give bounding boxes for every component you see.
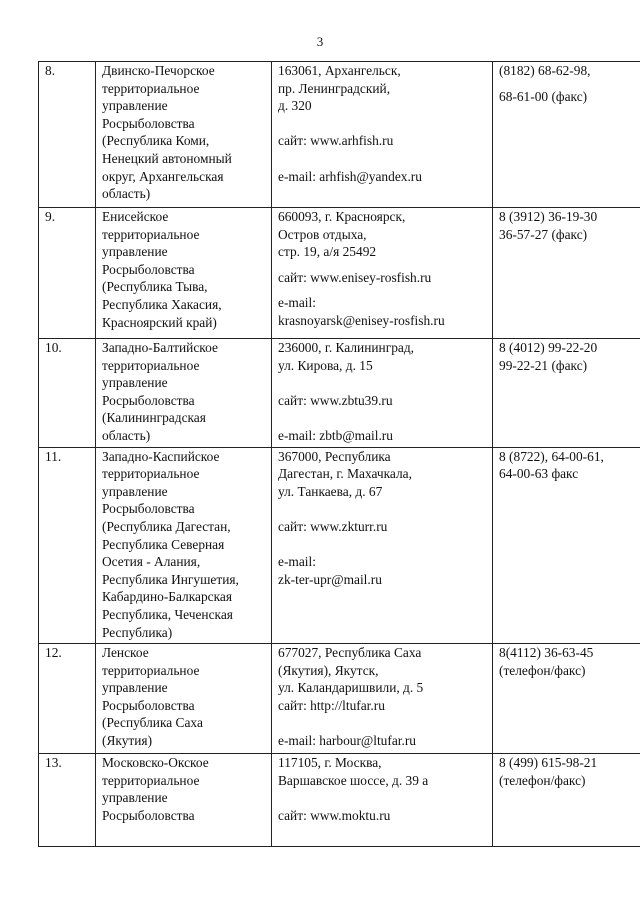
row-number: 8. — [39, 62, 96, 208]
website-text: сайт: www.arhfish.ru — [278, 133, 394, 149]
phone-cell — [493, 644, 640, 754]
address-line: стр. 19, а/я 25492 — [278, 244, 377, 260]
table-row — [39, 447, 640, 644]
email-text: e-mail: harbour@ltufar.ru — [278, 733, 417, 749]
phone-cell — [493, 208, 640, 339]
address-cell — [272, 447, 493, 644]
website-text: сайт: www.enisey-rosfish.ru — [278, 269, 432, 285]
address-line: 677027, Республика Саха — [278, 645, 422, 661]
address-line: 367000, Республика — [278, 448, 391, 464]
address-line: 117105, г. Москва, — [278, 755, 382, 771]
email-text: e-mail: — [278, 554, 316, 570]
organization-name: Двинско-Печорское территориальное управление Росрыболовства (Республика Коми, Ненецкий автономный округ, Архангельская область) — [96, 62, 272, 208]
address-cell — [272, 644, 493, 754]
table-row — [39, 208, 640, 339]
address-cell — [272, 339, 493, 448]
email-text: krasnoyarsk@enisey-rosfish.ru — [278, 312, 445, 328]
website-text: сайт: www.zbtu39.ru — [278, 392, 393, 408]
phone-line: 8 (499) 615-98-21 — [499, 755, 598, 771]
row-number: 11. — [39, 447, 96, 644]
email-text: e-mail: zbtb@mail.ru — [278, 427, 393, 443]
organization-name: Енисейское территориальное управление Росрыболовства (Республика Тыва, Республика Хакасия, Красноярский край) — [96, 208, 272, 339]
row-number: 12. — [39, 644, 96, 754]
website-text: сайт: www.zkturr.ru — [278, 518, 388, 534]
address-cell — [272, 754, 493, 847]
address-line: Дагестан, г. Махачкала, — [278, 466, 412, 482]
address-line: Остров отдыха, — [278, 226, 367, 242]
address-line: пр. Ленинградский, — [278, 80, 391, 96]
phone-cell — [493, 339, 640, 448]
phone-line: 8 (3912) 36-19-30 — [499, 209, 598, 224]
organization-name: Западно-Балтийское территориальное управление Росрыболовства (Калининградская область) — [96, 339, 272, 448]
table-row — [39, 754, 640, 847]
address-cell — [272, 62, 493, 208]
phone-line: (телефон/факс) — [499, 772, 586, 788]
phone-line: 64-00-63 факс — [499, 466, 579, 482]
phone-line: 99-22-21 (факс) — [499, 357, 588, 373]
email-text: e-mail: — [278, 295, 316, 311]
email-text: zk-ter-upr@mail.ru — [278, 571, 382, 587]
address-line: 163061, Архангельск, — [278, 63, 401, 78]
row-number: 10. — [39, 339, 96, 448]
address-cell — [272, 208, 493, 339]
phone-line: 8 (8722), 64-00-61, — [499, 448, 604, 464]
organization-name: Ленское территориальное управление Росрыболовства (Республика Саха (Якутия) — [96, 644, 272, 754]
row-number: 13. — [39, 754, 96, 847]
address-line: (Якутия), Якутск, — [278, 662, 379, 678]
address-line: 660093, г. Красноярск, — [278, 209, 406, 224]
address-line: 236000, г. Калининград, — [278, 340, 414, 355]
organization-name: Западно-Каспийское территориальное управление Росрыболовства (Республика Дагестан, Республика Северная Осетия - Алания, Республика Ингушетия, Кабардино-Балкарская Республика, Чеченская Республика) — [96, 447, 272, 644]
address-line: ул. Каландаришвили, д. 5 — [278, 680, 424, 696]
address-line: ул. Танкаева, д. 67 — [278, 483, 383, 499]
email-text: e-mail: arhfish@yandex.ru — [278, 168, 422, 184]
address-line: д. 320 — [278, 98, 312, 114]
phone-line: (телефон/факс) — [499, 662, 586, 678]
website-text: сайт: www.moktu.ru — [278, 807, 391, 823]
phone-cell — [493, 754, 640, 847]
phone-line: 8 (4012) 99-22-20 — [499, 340, 598, 355]
address-line: ул. Кирова, д. 15 — [278, 357, 373, 373]
phone-line: 68-61-00 (факс) — [499, 88, 588, 104]
phone-line: 36-57-27 (факс) — [499, 226, 588, 242]
registry-table — [38, 61, 640, 847]
phone-cell — [493, 447, 640, 644]
phone-line: 8(4112) 36-63-45 — [499, 645, 594, 661]
row-number: 9. — [39, 208, 96, 339]
website-text: сайт: http://ltufar.ru — [278, 697, 385, 713]
phone-line: (8182) 68-62-98, — [499, 63, 591, 78]
page-number: 3 — [316, 34, 324, 49]
organization-name: Московско-Окское территориальное управление Росрыболовства — [96, 754, 272, 847]
table-row — [39, 644, 640, 754]
table-row — [39, 62, 640, 208]
table-row — [39, 339, 640, 448]
address-line: Варшавское шоссе, д. 39 а — [278, 772, 429, 788]
phone-cell — [493, 62, 640, 208]
